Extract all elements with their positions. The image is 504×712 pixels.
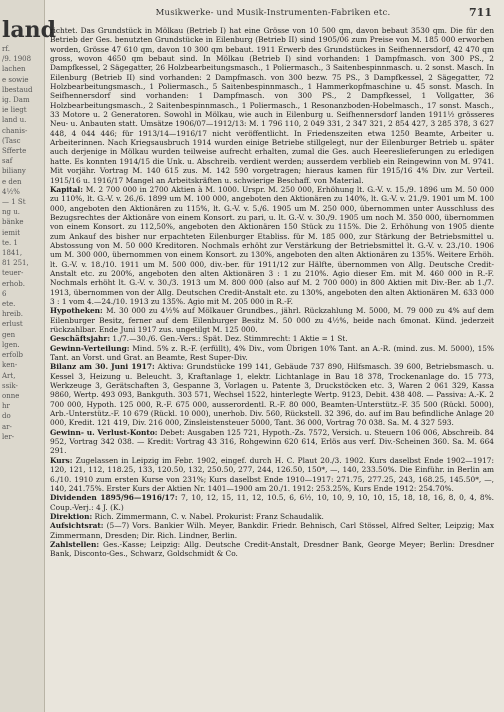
paragraph-text: Mind. 5% z. R.-F. (erfüllt), 4% Div., vom Übrigen 10% Tant. an A.-R. (mind. zus. M. 5000), 15% Tant. an Vorst. und Grat. an Beamte, Rest Super-Div. bbox=[50, 343, 494, 363]
margin-fragment: land bbox=[2, 17, 56, 43]
paragraph-text: Rich. Zimmermann, C. v. Nabel. Prokurist: Franz Schaudalik. bbox=[92, 511, 324, 521]
paragraph bbox=[50, 344, 494, 363]
paragraph bbox=[50, 362, 494, 427]
margin-fragment: Sfferte bbox=[2, 147, 27, 156]
paragraph-label: Aufsichtsrat: bbox=[50, 521, 104, 531]
margin-fragment: teuer- bbox=[2, 269, 24, 278]
margin-fragment: — 1 St bbox=[2, 198, 26, 207]
paragraph-text: Zugelassen in Leipzig im Febr. 1902, eingef. durch H. C. Plaut 20./3. 1902. Kurs daselbst Ende 1902—1917: 120, 121, 112, 118.25, 133, 120.50, 132, 250.50, 277, 244, 126.50, 150*, —, 140, 233.50%. Die Einführ. in Berlin am 6./10. 1910 zum ersten Kurse von 231%; Kurs daselbst Ende 1910—1917: 271.75, 277.25, 243, 168.25, 145.50*, —, 140, 241.75%. Erster Kurs der Aktien Nr. 1401—1900 am 20./1. 1912: 253.25%, Kurs Ende 1912: 254.70%. bbox=[50, 455, 494, 493]
margin-fragment: rf. bbox=[2, 45, 10, 53]
margin-fragment: erfolb bbox=[2, 351, 24, 360]
margin-fragment: 4½% bbox=[2, 187, 20, 196]
margin-fragment: 6 bbox=[2, 289, 7, 298]
paragraph bbox=[50, 493, 494, 512]
paragraph bbox=[50, 512, 494, 521]
paragraph bbox=[50, 306, 494, 334]
page-header bbox=[50, 8, 496, 22]
margin-fragment: te. 1 bbox=[2, 238, 18, 247]
margin-fragment: hr bbox=[2, 402, 10, 411]
paragraph bbox=[50, 521, 494, 540]
paragraph-text: 1./7.—30./6. Gen.-Vers.: Spät. Dez. Stimmrecht: 1 Aktie = 1 St. bbox=[110, 334, 348, 344]
margin-fragment: 1841, bbox=[2, 249, 23, 258]
paragraph-label: Bilanz am 30. Juni 1917: bbox=[50, 362, 155, 372]
paragraph bbox=[50, 428, 494, 456]
margin-fragment: saf bbox=[2, 157, 13, 166]
paragraph-label: Zahlstellen: bbox=[50, 539, 100, 549]
margin-fragment: 81 251, bbox=[2, 259, 29, 268]
margin-fragment: ssik- bbox=[2, 381, 18, 390]
margin-fragment: ie liegt bbox=[2, 106, 27, 115]
margin-fragment: /9. 1908 bbox=[2, 55, 32, 64]
paragraph-text: Debet: Ausgaben 125 721, Hypoth.-Zs. 7572, Versich. u. Steuern 106 006, Abschreib. 84 952, Vortrag 342 038. — Kredit: Vortrag 43 316, Rohgewinn 620 614, Erlös aus verf. Div.-Scheinen 360. Sa. M. 664 291. bbox=[50, 427, 494, 456]
margin-fragment: ler- bbox=[2, 432, 15, 441]
margin-fragment: erhob. bbox=[2, 279, 25, 288]
margin-fragment: do bbox=[2, 412, 11, 421]
margin-fragment: ig. Dam bbox=[2, 96, 30, 105]
margin-fragment: ar- bbox=[2, 422, 12, 431]
paragraph-label: Kapital: bbox=[50, 184, 83, 194]
margin-fragment: lachen bbox=[2, 65, 26, 74]
paragraph-text: Aktiva: Grundstücke 199 141, Gebäude 737 890, Hilfsmasch. 39 600, Betriebsmasch. u. Kessel 3, Heizung u. Beleucht. 3, Kraftanlage 1, elektr. Lichtanlage in Bau 18 378, Trockenanlage do. 15 773, Werkzeuge 3, Gerätschaften 3, Gespanne 3, Vorlagen u. Patente 3, Druckstöcken etc. 3, Waren 2 061 329, Kassa 9860, Wertp. 493 093, Bankguth. 303 571, Wechsel 1522, hinterlegte Wertp. 9123, Debit. 438 408. — Passiva: A.-K. 2 700 000, Hypoth. 125 000, R.-F. 675 000, ausserordentl. R.-F. 80 000, Beamten-Unterstütz.-F. 35 500 (Rückl. 5000), Arb.-Unterstütz.-F. 10 679 (Rückl. 10 000), unerhob. Div. 560, Rückstell. 32 396, do. auf im Bau befindliche Anlage 20 000, Kredit. 121 419, Div. 216 000, Zinsleistensteuer 5000, Tant. 36 000, Vortrag 70 038. Sa. M. 4 327 593. bbox=[50, 362, 494, 428]
paragraph-text: richtet. Das Grundstück in Mölkau (Betrieb I) hat eine Grösse von 10 500 qm, davon bebaut 3530 qm. Die für den Betrieb der Ges. benutzten Grundstücke in Eilenburg (Betrieb II) sind 1905/06 zum Preise von M. 185 000 erworben worden, Grösse 47 610 qm, davon 10 300 qm bebaut. 1911 Erwerb des Grundstückes in Seifhennersdorf, 42 470 qm gross, wovon 4650 qm bebaut sind. In Mölkau (Betrieb I) sind vorhanden: 1 Dampfmasch. von 300 PS., 2 Dampfkessel, 2 Sägegatter, 26 Holzbearbeitungsmasch., 1 Poliermasch., 3 Saitenbespinnmasch. u. 2 sonst. Masch. In Eilenburg (Betrieb II) sind vorhanden: 2 Dampfmasch. von 300 bezw. 75 PS., 3 Dampfkessel, 2 Sägegatter, 72 Holzbearbeitungsmasch., 1 Poliermasch., 5 Saitenbespinnmasch., 1 Hammerkopfmaschine u. 45 sonst. Masch. In Seifhennersdorf sind vorhanden: 1 Dampfmasch. von 300 PS., 2 Dampfkessel, 1 Vollgatter, 36 Holzbearbeitungsmasch., 2 Saitenbespinnmasch., 1 Poliermasch., 1 Resonanzboden-Hobelmasch., 17 sonst. Masch., 33 Motore u. 2 Generatoren. Sowohl in Mölkau, wie auch in Eilenburg u. Seifhennersdorf landen 1911½ grösseres Neu- u. Anbauten statt. Umsätze 1906/07—1912/13: M. 1 796 110, 2 049 331, 2 347 321, 2 854 427, 3 285 378, 3 627 448, 4 044 446; für 1913/14—1916/17 nicht veröffentlicht. In Friedenszeiten etwa 1250 Beamte, Arbeiter u. Arbeiterinnen. Nach Kriegsausbruch 1914 wurden einige Betriebe stillgelegt, nur der Eilenburger Betrieb u. später auch derjenige in Mölkau wurden teilweise aufrecht erhalten, zumal die Ges. auch Heereslieferungen zu erledigen hatte. Es konnten 1914/15 die Unk. u. Abschreib. verdient werden; ausserdem verblieb ein Reingewinn von M. 9741. Mit vorjähr. Vortrag M. 140 615 zus. M. 142 590 vorgetragen; hieraus kamen für 1915/16 4% Div. zur Verteil. 1915/16 u. 1916/17 Mangel an Arbeitskräften u. schwierige Beschaff. von Material. bbox=[50, 26, 494, 185]
margin-fragment: gen bbox=[2, 330, 16, 339]
margin-fragment: e sowie bbox=[2, 75, 29, 84]
margin-fragment: biliany bbox=[2, 167, 26, 176]
margin-fragment: ken- bbox=[2, 361, 18, 370]
margin-fragment: chanis- bbox=[2, 126, 28, 135]
paragraph bbox=[50, 334, 494, 343]
paragraph bbox=[50, 185, 494, 306]
margin-fragment: (Tasc bbox=[2, 136, 21, 145]
margin-fragment: onne bbox=[2, 391, 20, 400]
paragraph-text: Ges.-Kasse; Leipzig: Allg. Deutsche Credit-Anstalt, Dresdner Bank, George Meyer; Berlin: Dresdner Bank, Disconto-Ges., Schwarz, Goldschmidt & Co. bbox=[50, 539, 494, 559]
paragraph-label: Gewinn- u. Verlust-Konto: bbox=[50, 427, 158, 437]
margin-fragment: bänke bbox=[2, 218, 24, 227]
margin-fragment: hreib. bbox=[2, 310, 23, 319]
paragraph-label: Hypotheken: bbox=[50, 306, 103, 316]
margin-fragment: ete. bbox=[2, 300, 16, 309]
document-page bbox=[50, 0, 500, 712]
margin-fragment: erlust bbox=[2, 320, 23, 329]
paragraph-text: (5—7) Vors. Bankier Wilh. Meyer, Bankdir. Friedr. Behnisch, Carl Stössel, Alfred Selter, Leipzig; Max Zimmermann, Dresden; Dir. Rich. Lindner, Berlin. bbox=[50, 521, 494, 540]
margin-fragment: land u. bbox=[2, 116, 27, 125]
paragraph bbox=[50, 540, 494, 559]
paragraph-label: Dividenden 1895/96—1916/17: bbox=[50, 493, 178, 503]
page-number: 711 bbox=[469, 6, 492, 19]
paragraph-label: Gewinn-Verteilung: bbox=[50, 343, 130, 353]
paragraph bbox=[50, 456, 494, 493]
paragraph-text: M. 30 000 zu 4½% auf Mölkauer Grundbes., jährl. Rückzahlung M. 5000, M. 79 000 zu 4% auf dem Eilenburger Besitz, ferner auf dem Eilenburger Besitz M. 50 000 zu 4½%, beide nach 6monat. Künd. jederzeit rückzahlbar. Ende Juni 1917 zus. ungetilgt M. 125 000. bbox=[50, 306, 494, 334]
paragraph-text: M. 2 700 000 in 2700 Aktien à M. 1000. Urspr. M. 250 000, Erhöhung lt. G.-V. v. 15./9. 1896 um M. 50 000 zu 110%, lt. G.-V. v. 26./6. 1899 um M. 100 000, angeboten den Aktionären zu 140%, lt. G.-V. v. 21./9. 1901 um M. 100 000, angeboten den Aktionären zu 115%, lt. G.-V. v. 5./6. 1905 um M. 250 000, übernommen unter Ausschluss des Bezugsrechtes der Aktionäre von einem Konsort. zu pari, u. lt. G.-V. v. 30./9. 1905 um noch M. 350 000, übernommen von einem Konsort. zu 112,50%, angeboten den Aktionären 150 Stück zu 115%. Die 2. Erhöhung von 1905 diente zum Ankauf des bisher nur erpachteten Eilenburger Etabliss. für M. 185 000, zur Stärkung der Betriebsmittel u. Abstossung von M. 50 000 Kreditoren. Nochmals erhöht zur Verstärkung der Betriebsmittel lt. G.-V. v. 23./10. 1906 um M. 300 000, übernommen von einem Konsort. zu 130%, angeboten den alten Aktionären zu 135%. Weitere Erhöh. lt. G.-V. v. 18./10. 1911 um M. 500 000, div.-ber. für 1911/12 zur Hälfte, übernommen von Allg. Deutsche Credit-Anstalt etc. zu 200%, angeboten den alten Aktionären 3 : 1 zu 210%. Agio dieser Em. mit M. 460 000 in R.-F. Nochmals erhöht lt. G.-V. v. 30./3. 1913 um M. 800 000 (also auf M. 2 700 000) in 800 Aktien mit Div.-Ber. ab 1./7. 1913, übernommen von der Allg. Deutschen Credit-Anstalt etc. zu 130%, angeboten den alten Aktionären M. 633 000 3 : 1 vom 4.—24./10. 1913 zu 135%. Agio mit M. 205 000 in R.-F. bbox=[50, 184, 494, 306]
margin-fragment: lgen. bbox=[2, 340, 20, 349]
running-title: Musikwerke- und Musik-Instrumenten-Fabriken etc. bbox=[155, 8, 391, 18]
paragraph-label: Kurs: bbox=[50, 455, 73, 465]
paragraph-text: 7, 10, 12, 15, 11, 12, 10.5, 6, 6½, 10, 10, 9, 10, 10, 15, 18, 18, 16, 8, 0, 4, 8%. Coup.-Verj.: 4 J. (K.) bbox=[50, 493, 495, 512]
margin-fragment: Art, bbox=[2, 371, 16, 380]
margin-fragment: ng u. bbox=[2, 208, 20, 217]
margin-fragment: e den bbox=[2, 177, 22, 186]
margin-fragment: lbestaud bbox=[2, 85, 33, 94]
paragraph-label: Geschäftsjahr: bbox=[50, 334, 111, 344]
page-body bbox=[50, 26, 494, 710]
margin-fragment: iemit bbox=[2, 228, 21, 237]
paragraph-label: Direktion: bbox=[50, 511, 93, 521]
paragraph bbox=[50, 26, 494, 185]
previous-page-margin bbox=[0, 0, 56, 712]
